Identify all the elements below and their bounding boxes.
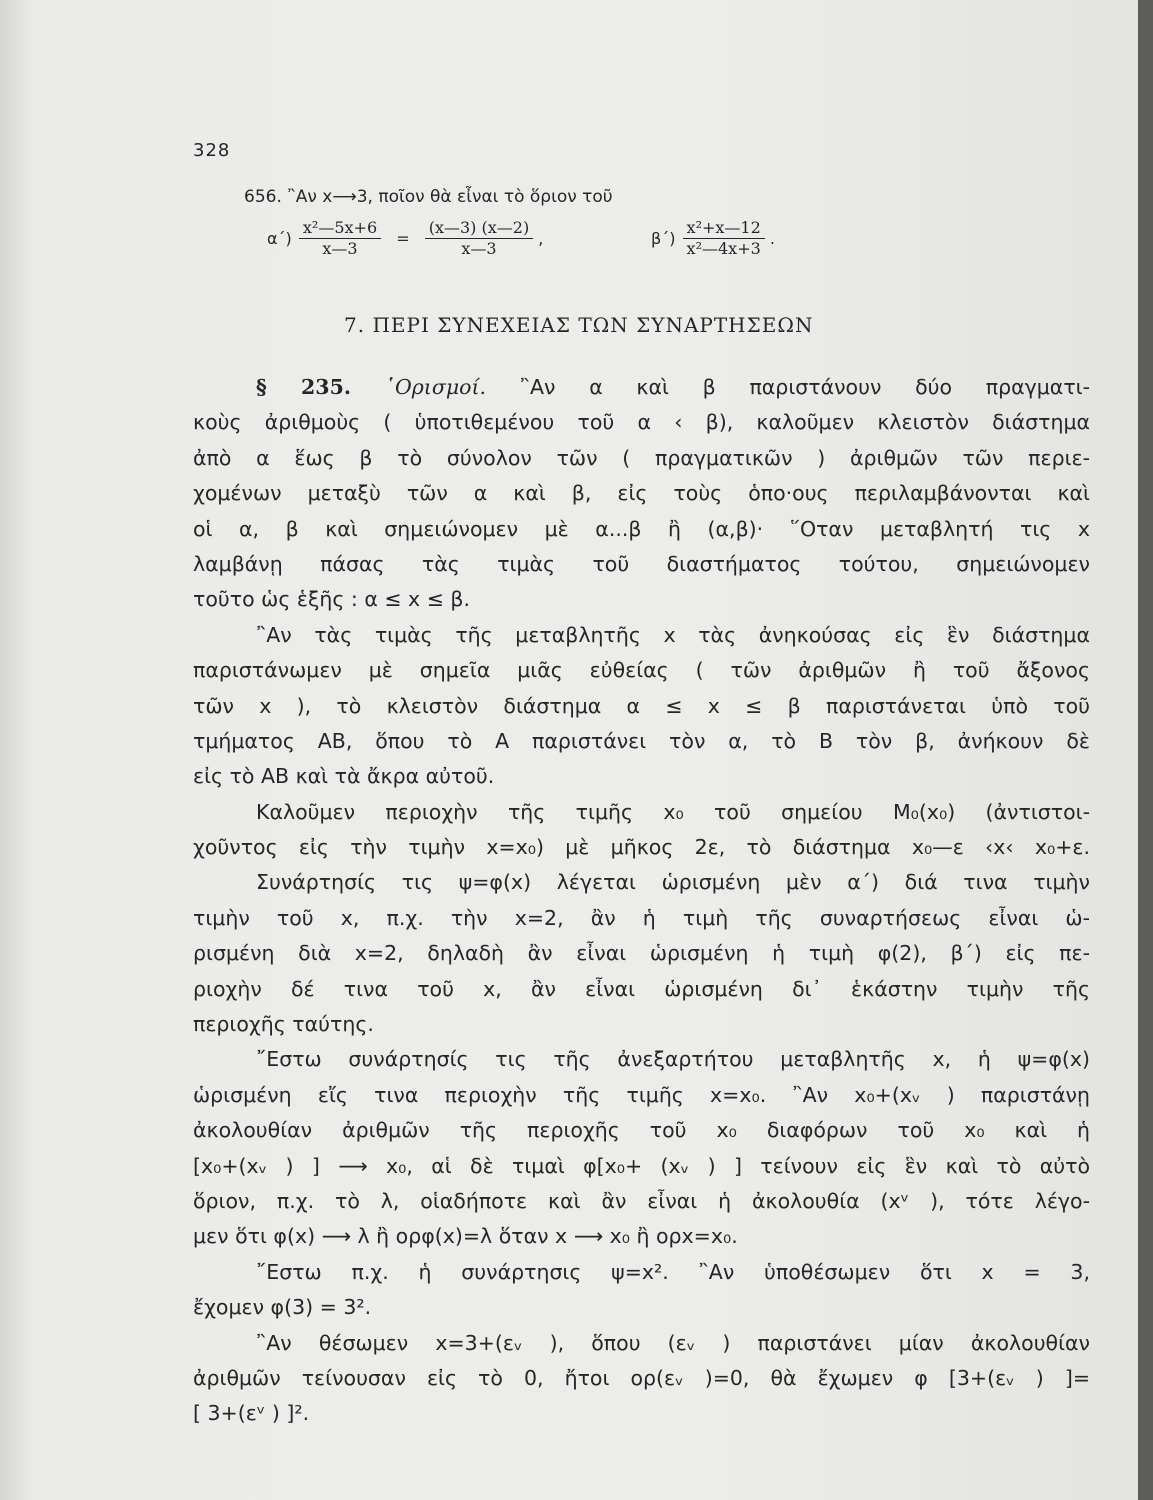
text-line: εἰς τὸ ΑΒ καὶ τὰ ἄκρα αὐτοῦ. bbox=[193, 764, 495, 789]
text-line: ῍Αν τὰς τιμὰς τῆς μεταβλητῆς x τὰς ἀνηκούσας εἰς ἓν διάστημα bbox=[256, 622, 1090, 647]
text-line: τῶν x ), τὸ κλειστὸν διάστημα α ≤ x ≤ β παριστάνεται ὑπὸ τοῦ bbox=[193, 693, 1090, 718]
section-number: § 235. bbox=[256, 375, 351, 399]
text-line: ἀριθμῶν τείνουσαν εἰς τὸ 0, ἤτοι ορ(εᵥ )=0, θὰ ἔχωμεν φ [3+(εᵥ ) ]= bbox=[193, 1365, 1090, 1390]
page-number: 328 bbox=[193, 140, 231, 161]
formula-a bbox=[267, 218, 545, 259]
text-line: ριοχὴν δέ τινα τοῦ x, ἂν εἶναι ὡρισμένη δι᾽ ἑκάστην τιμὴν τῆς bbox=[193, 976, 1090, 1001]
period: . bbox=[769, 229, 775, 248]
text-line: Καλοῦμεν περιοχὴν τῆς τιμῆς x₀ τοῦ σημείου M₀(x₀) (ἀντιστοι- bbox=[256, 799, 1090, 824]
fraction-a-numerator: x²—5x+6 bbox=[299, 218, 381, 239]
text-line: τοῦτο ὡς ἑξῆς : α ≤ x ≤ β. bbox=[193, 587, 471, 612]
text-line: ὅριον, π.χ. τὸ λ, οἱαδήποτε καὶ ἂν εἶναι ἡ ἀκολουθία (xᵛ ), τότε λέγο- bbox=[193, 1188, 1090, 1213]
text-line: ὡρισμένη εἴς τινα περιοχὴν τῆς τιμῆς x=x₀. ῍Αν x₀+(xᵥ ) παριστάνῃ bbox=[193, 1082, 1090, 1107]
formula-a-label: α΄) bbox=[267, 229, 292, 248]
text-line: τιμὴν τοῦ x, π.χ. τὴν x=2, ἂν ἡ τιμὴ τῆς συναρτήσεως εἶναι ὡ- bbox=[193, 905, 1090, 930]
text-line: Συνάρτησίς τις ψ=φ(x) λέγεται ὡρισμένη μὲν α΄) διά τινα τιμὴν bbox=[256, 870, 1090, 895]
text-line: λαμβάνῃ πάσας τὰς τιμὰς τοῦ διαστήματος τούτου, σημειώνομεν bbox=[193, 551, 1090, 576]
text-line: οἱ α, β καὶ σημειώνομεν μὲ α...β ἢ (α,β)· ῞Οταν μεταβλητή τις x bbox=[193, 516, 1090, 541]
fraction-a-denominator: x—3 bbox=[322, 239, 358, 258]
text-line: τμήματος ΑΒ, ὅπου τὸ Α παριστάνει τὸν α, τὸ Β τὸν β, ἀνήκουν δὲ bbox=[193, 728, 1090, 753]
exercise-656: 656. ῍Αν x⟶3, ποῖον θὰ εἶναι τὸ ὅριον τοῦ bbox=[244, 187, 613, 207]
fraction-b-denominator: x²—4x+3 bbox=[686, 239, 761, 258]
fraction-a-factored-denominator: x—3 bbox=[461, 239, 497, 258]
text-line: ῍Αν θέσωμεν x=3+(εᵥ ), ὅπου (εᵥ ) παριστάνει μίαν ἀκολουθίαν bbox=[256, 1330, 1090, 1355]
text-line: κοὺς ἀριθμοὺς ( ὑποτιθεμένου τοῦ α ‹ β), καλοῦμεν κλειστὸν διάστημα bbox=[193, 410, 1090, 435]
fraction-b-numerator: x²+x—12 bbox=[683, 218, 765, 239]
text-line: [x₀+(xᵥ ) ] ⟶ x₀, αἱ δὲ τιμαὶ φ[x₀+ (xᵥ ) ] τείνουν εἰς ἓν καὶ τὸ αὐτὸ bbox=[193, 1153, 1090, 1178]
binding-edge bbox=[1138, 0, 1153, 1500]
formula-b bbox=[651, 218, 777, 259]
text-line bbox=[193, 370, 1090, 405]
text-line: μεν ὅτι φ(x) ⟶ λ ἢ ορφ(x)=λ ὅταν x ⟶ x₀ ἢ ορx=x₀. bbox=[193, 1224, 738, 1249]
chapter-title: 7. ΠΕΡΙ ΣΥΝΕΧΕΙΑΣ ΤΩΝ ΣΥΝΑΡΤΗΣΕΩΝ bbox=[344, 313, 814, 337]
text-line: περιοχῆς ταύτης. bbox=[193, 1012, 374, 1037]
text-line: ῎Εστω συνάρτησίς τις τῆς ἀνεξαρτήτου μεταβλητῆς x, ἡ ψ=φ(x) bbox=[256, 1047, 1090, 1072]
text-line-content: ῍Αν α καὶ β παριστάνουν δύο πραγματι- bbox=[519, 375, 1090, 399]
text-line: [ 3+(εᵛ ) ]². bbox=[193, 1401, 310, 1426]
text-line: ἔχομεν φ(3) = 3². bbox=[193, 1295, 372, 1320]
fraction-a-factored-numerator: (x—3) (x—2) bbox=[425, 218, 533, 239]
fraction-a-factored bbox=[425, 218, 533, 259]
text-line: χομένων μεταξὺ τῶν α καὶ β, εἰς τοὺς ὁπο·ους περιλαμβάνονται καὶ bbox=[193, 481, 1090, 506]
equals-sign: = bbox=[396, 229, 410, 248]
section-heading: ῾Ορισμοί. bbox=[384, 375, 487, 399]
formula-b-label: β΄) bbox=[651, 229, 676, 248]
comma: , bbox=[538, 229, 544, 248]
text-line: ῎Εστω π.χ. ἡ συνάρτησις ψ=x². ῍Αν ὑποθέσωμεν ὅτι x = 3, bbox=[256, 1259, 1090, 1284]
fraction-b bbox=[683, 218, 765, 259]
text-line: ρισμένη διὰ x=2, δηλαδὴ ἂν εἶναι ὡρισμένη ἡ τιμὴ φ(2), β΄) εἰς πε- bbox=[193, 941, 1090, 966]
text-line: ἀκολουθίαν ἀριθμῶν τῆς περιοχῆς τοῦ x₀ διαφόρων τοῦ x₀ καὶ ἡ bbox=[193, 1118, 1090, 1143]
text-line: ἀπὸ α ἕως β τὸ σύνολον τῶν ( πραγματικῶν ) ἀριθμῶν τῶν περιε- bbox=[193, 445, 1090, 470]
text-line: χοῦντος εἰς τὴν τιμὴν x=x₀) μὲ μῆκος 2ε, τὸ διάστημα x₀—ε ‹x‹ x₀+ε. bbox=[193, 835, 1090, 860]
fraction-a bbox=[299, 218, 381, 259]
body-text bbox=[193, 370, 1090, 1432]
exercise-formulas bbox=[267, 218, 907, 270]
text-line: παριστάνωμεν μὲ σημεῖα μιᾶς εὐθείας ( τῶν ἀριθμῶν ἢ τοῦ ἄξονος bbox=[193, 658, 1090, 683]
